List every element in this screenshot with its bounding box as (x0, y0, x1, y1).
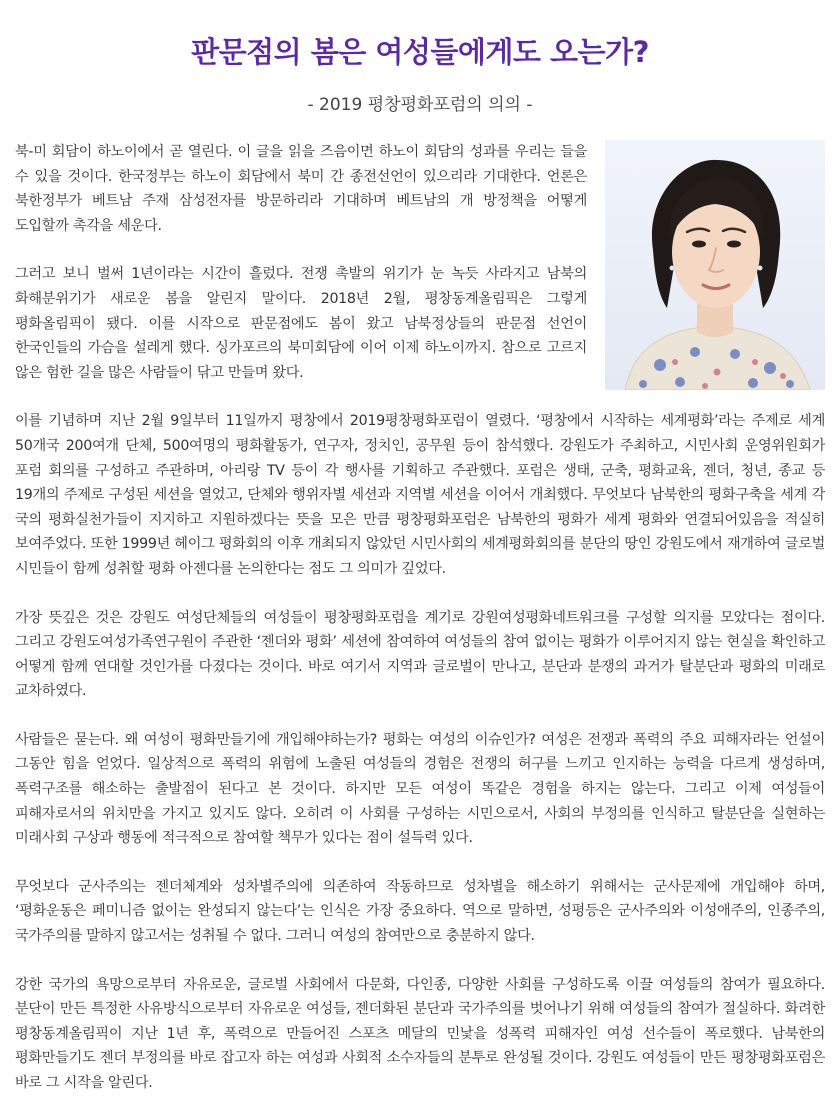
paragraph-5: 사람들은 묻는다. 왜 여성이 평화만들기에 개입해야하는가? 평화는 여성의 이슈인가? 여성은 전쟁과 폭력의 주요 피해자라는 언설이 그동안 힘을 얻었다. 일상적으로 폭력의 위험에 노출된 여성들의 경험은 전쟁의 허구를 느끼고 인지하는 능력을 다르게 생성하며, 폭력구조를 해소하는 출발점이 된다고 본 것이다. 하지만 모든 여성이 똑같은 경험을 하지는 않는다. 그리고 이제 여성들이 피해자로서의 위치만을 가지고 있지도 않다. 오히려 이 사회를 구성하는 시민으로서, 사회의 부정의를 인식하고 탈분단을 실현하는 미래사회 구상과 행동에 적극적으로 참여할 책무가 있다는 점이 설득력 있다. (15, 731, 825, 847)
portrait-illustration (605, 140, 825, 390)
paragraph-7: 강한 국가의 욕망으로부터 자유로운, 글로벌 사회에서 다문화, 다인종, 다양한 사회를 구성하도록 이끌 여성들의 참여가 필요하다. 분단이 만든 특정한 사유방식으로부터 자유로운 여성들, 젠더화된 분단과 국가주의를 벗어나기 위해 여성들의 참여가 절실하다. 화려한 평창동계올림픽이 지난 1년 후, 폭력으로 만들어진 스포츠 메달의 민낯을 성폭력 피해자인 여성 선수들이 폭로했다. 남북한의 평화만들기도 젠더 부정의를 바로 잡고자 하는 여성과 사회적 소수자들의 분투로 완성될 것이다. 강원도 여성들이 만든 평창평화포럼은 바로 그 시작을 알린다. (15, 976, 825, 1091)
paragraph-6: 무엇보다 군사주의는 젠더체계와 성차별주의에 의존하여 작동하므로 성차별을 해소하기 위해서는 군사문제에 개입해야 하며, ‘평화운동은 페미니즘 없이는 완성되지 않는다’는 인식은 가장 중요하다. 역으로 말하면, 성평등은 군사주의와 이성애주의, 인종주의, 국가주의를 말하지 않고서는 성취될 수 없다. 그러니 여성의 참여만으로 충분하지 않다. (15, 878, 825, 945)
author-photo (605, 140, 825, 390)
article-subtitle: - 2019 평창평화포럼의 의의 - (307, 95, 533, 115)
paragraph-1: 북-미 회담이 하노이에서 곧 열린다. 이 글을 읽을 즈음이면 하노이 회담의 성과를 우리는 들을 수 있을 것이다. 한국정부는 하노이 회담에서 북미 간 종전선언이 있으리라 기대한다. 언론은 북한정부가 베트남 주재 삼성전자를 방문하리라 기대하며 베트남의 개 방정책을 어떻게 도입할까 촉각을 세운다. (15, 144, 587, 234)
article-body (15, 140, 825, 1120)
paragraph-4: 가장 뜻깊은 것은 강원도 여성단체들의 여성들이 평창평화포럼을 계기로 강원여성평화네트워크를 구성할 의지를 모았다는 점이다. 그리고 강원도여성가족연구원이 주관한 ‘젠더와 평화’ 세션에 참여하여 여성들의 참여 없이는 평화가 이루어지지 않는 현실을 확인하고 어떻게 함께 연대할 것인가를 다졌다는 것이다. 바로 여기서 지역과 글로벌이 만나고, 분단과 분쟁의 과거가 탈분단과 평화의 미래로 교차하였다. (15, 609, 825, 700)
article-title: 판문점의 봄은 여성들에게도 오는가? (191, 35, 649, 69)
paragraph-2: 그러고 보니 벌써 1년이라는 시간이 흘렀다. 전쟁 촉발의 위기가 눈 녹듯 사라지고 남북의 화해분위기가 새로운 봄을 알린지 말이다. 2018년 2월, 평창동계올림픽은 그렇게 평화올림픽이 됐다. 이를 시작으로 판문점에도 봄이 왔고 남북정상들의 판문점 선언이 한국인들의 가슴을 설레게 했다. 싱가포르의 북미회담에 이어 이제 하노이까지. 참으로 고르지 않은 험한 길을 많은 사람들이 닦고 만들며 왔다. (15, 266, 587, 381)
paragraph-3: 이를 기념하며 지난 2월 9일부터 11일까지 평창에서 2019평창평화포럼이 열렸다. ‘평창에서 시작하는 세계평화’라는 주제로 세계 50개국 200여개 단체, 500여명의 평화활동가, 연구자, 정치인, 공무원 등이 참석했다. 강원도가 주최하고, 시민사회 운영위원회가 포럼 회의를 구성하고 주관하며, 아리랑 TV 등이 각 행사를 기획하고 주관했다. 포럼은 생태, 군축, 평화교육, 젠더, 청년, 종교 등 19개의 주제로 구성된 세션을 열었고, 단체와 행위자별 세션과 지역별 세션을 이어서 개최했다. 무엇보다 남북한의 평화구축을 세계 각 국의 평화실천가들이 지지하고 지원하겠다는 뜻을 모은 만큼 평창평화포럼은 남북한의 평화가 세계 평화와 연결되어있음을 적실히 보여주었다. 또한 1999년 헤이그 평화회의 이후 개최되지 않았던 시민사회의 세계평화회의를 분단의 땅인 강원도에서 재개하여 글로벌 시민들이 함께 성취할 평화 아젠다를 논의한다는 점도 그 의미가 깊었다. (15, 413, 825, 577)
